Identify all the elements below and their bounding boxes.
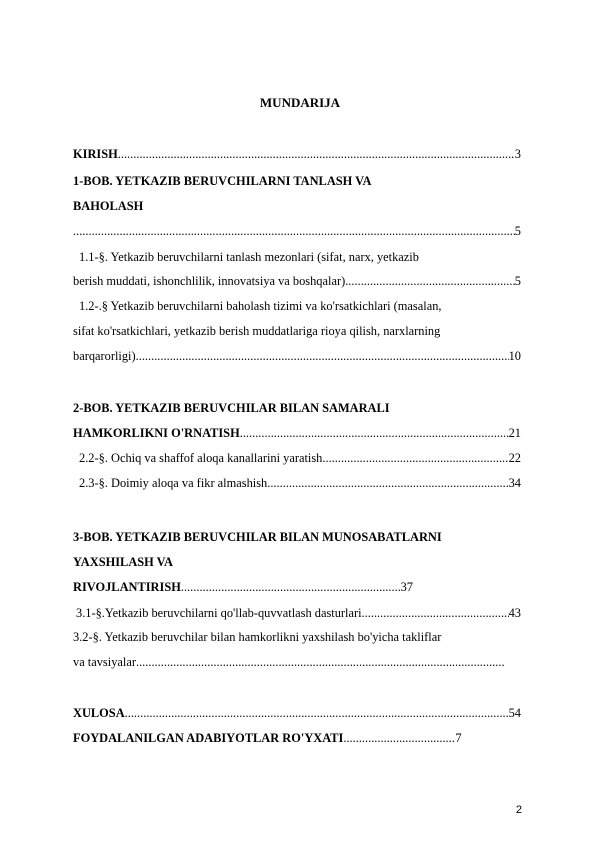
toc-leader-dots: [118, 145, 515, 163]
toc-chapter-1-heading: 1-BOB. YETKAZIB BERUVCHILARNI TANLASH VA: [73, 174, 372, 188]
toc-page-number: 3: [514, 147, 521, 161]
toc-entry-text: 2.3-§. Doimiy aloqa va fikr almashish: [79, 476, 268, 490]
toc-section-1-1-cont: [73, 272, 521, 290]
toc-section-2-3: [79, 474, 521, 492]
toc-section-2-2: [79, 449, 521, 467]
toc-leader-dots: [73, 222, 515, 240]
toc-leader-dots: [345, 272, 515, 290]
toc-title: MUNDARIJA: [259, 95, 341, 110]
toc-section-3-2-cont: [73, 653, 505, 671]
toc-page-number: 43: [508, 606, 521, 620]
toc-page-number: 5: [514, 274, 521, 288]
toc-chapter-3-heading-end: [73, 578, 413, 596]
page-number: 2: [515, 804, 522, 816]
toc-page-number: 54: [508, 706, 521, 720]
toc-entry-kirish: [73, 145, 521, 163]
toc-section-1-2: 1.2-.§ Yetkazib beruvchilarni baholash tizimi va ko'rsatkichlari (masalan,: [79, 299, 442, 313]
toc-leader-dots: [136, 653, 505, 671]
toc-leader-dots: [343, 729, 455, 747]
toc-section-3-1: [76, 604, 521, 622]
toc-leader-dots: [267, 474, 508, 492]
toc-entry-text: XULOSA: [73, 706, 125, 720]
toc-page-number: 5: [514, 224, 521, 238]
toc-entry-text: HAMKORLIKNI O'RNATISH: [73, 426, 240, 440]
toc-page-number: 10: [508, 349, 521, 363]
toc-entry-text: FOYDALANILGAN ADABIYOTLAR RO'YXATI: [73, 731, 344, 745]
toc-leader-dots: [240, 424, 509, 442]
toc-chapter-1-leader: [73, 222, 521, 240]
toc-chapter-3-heading: 3-BOB. YETKAZIB BERUVCHILAR BILAN MUNOSABATLARNI: [73, 530, 442, 544]
toc-section-1-1: 1.1-§. Yetkazib beruvchilarni tanlash mezonlari (sifat, narx, yetkazib: [79, 250, 419, 264]
toc-entry-references: [73, 729, 521, 747]
toc-page-number: 37: [400, 580, 413, 594]
toc-chapter-2-heading-cont: [73, 424, 521, 442]
toc-leader-dots: [322, 449, 508, 467]
toc-entry-xulosa: [73, 704, 521, 722]
toc-page-number: 7: [455, 731, 462, 745]
toc-page-number: 21: [508, 426, 521, 440]
toc-entry-text: va tavsiyalar: [73, 655, 136, 669]
toc-entry-text: RIVOJLANTIRISH: [73, 580, 181, 594]
toc-entry-text: barqarorligi): [73, 349, 136, 363]
toc-entry-text: 3.1-§.Yetkazib beruvchilarni qo'llab-quvvatlash dasturlari: [76, 606, 362, 620]
toc-leader-dots: [136, 347, 509, 365]
toc-entry-text: KIRISH: [73, 147, 118, 161]
toc-leader-dots: [125, 704, 509, 722]
toc-page-number: 22: [508, 451, 521, 465]
toc-chapter-3-heading-cont: YAXSHILASH VA: [73, 555, 173, 569]
toc-leader-dots: [181, 578, 401, 596]
toc-section-1-2-cont: sifat ko'rsatkichlari, yetkazib berish muddatlariga rioya qilish, narxlarning: [73, 324, 441, 338]
toc-page-number: 34: [508, 476, 521, 490]
toc-chapter-2-heading: 2-BOB. YETKAZIB BERUVCHILAR BILAN SAMARALI: [73, 401, 390, 415]
toc-entry-text: berish muddati, ishonchlilik, innovatsiya va boshqalar): [73, 274, 346, 288]
toc-section-3-2: 3.2-§. Yetkazib beruvchilar bilan hamkorlikni yaxshilash bo'yicha takliflar: [73, 630, 442, 644]
toc-entry-text: 2.2-§. Ochiq va shaffof aloqa kanallarini yaratish: [79, 451, 323, 465]
toc-leader-dots: [362, 604, 509, 622]
toc-chapter-1-heading-cont: BAHOLASH: [73, 199, 144, 213]
toc-section-1-2-end: [73, 347, 521, 365]
